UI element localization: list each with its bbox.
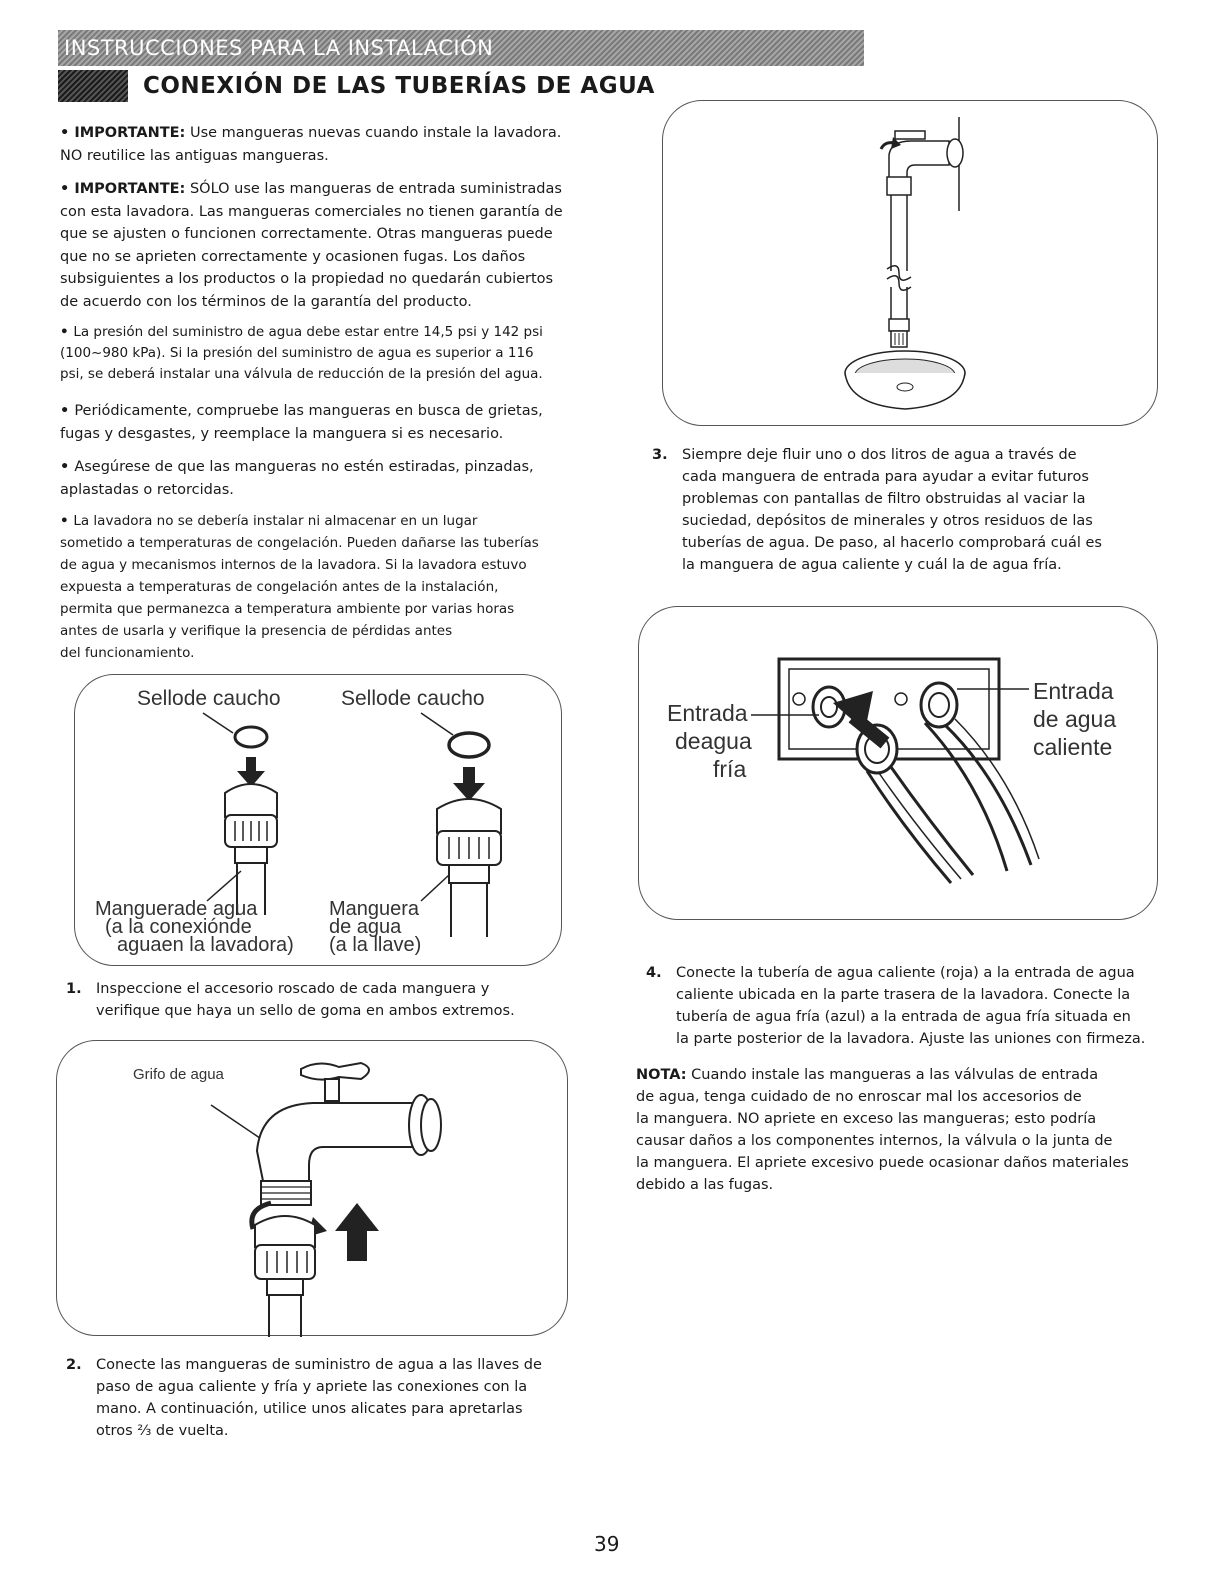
bullet-text: Use mangueras nuevas cuando instale la lavadora. NO reutilice las antiguas mangueras. (60, 125, 562, 164)
faucet-icon (257, 1103, 417, 1181)
flush-figure (662, 100, 1158, 426)
step-text: Conecte las mangueras de suministro de agua a las llaves de paso de agua caliente y fría y apriete las conexiones con la mano. A continuación, utilice unos alicates para apretarlas otros ⅔ de vuelta. (96, 1357, 542, 1439)
hose-label-left-line3: aguaen la lavadora) (117, 934, 294, 956)
step-text: Siempre deje fluir uno o dos litros de agua a través de cada manguera de entrada para ayudar a evitar futuros problemas con pantallas de filtro obstruidas al vaciar la suciedad, depósitos de minerales y otros residuos de las tuberías de agua. De paso, al hacerlo comprobará cuál es la manguera de agua caliente y cuál la de agua fría. (682, 447, 1102, 573)
heading-marker (58, 70, 128, 102)
hose-label-right-line1: Manguera (329, 898, 420, 920)
bullet-item: • La lavadora no se debería instalar ni almacenar en un lugar sometido a temperaturas de congelación. Pueden dañarse las tuberías de agua y mecanismos internos de la lavadora. Si la lavadora estuvo expuesta a temperaturas de congelación antes de la instalación, permita que permanezca a temperatura ambiente por varias horas antes de usarla y verifique la presencia de pérdidas antes del funcionamiento. (60, 513, 539, 661)
cold-label-line3: fría (713, 756, 747, 782)
step-2 (66, 1354, 586, 1442)
bullet-keyword: IMPORTANTE: (74, 181, 186, 197)
hose-label-left-line2: (a la conexiónde (105, 916, 252, 938)
bullet-text: Periódicamente, compruebe las mangueras en busca de grietas, fugas y desgastes, y reemplace la manguera si es necesario. (60, 403, 543, 442)
bullet-text: La lavadora no se debería instalar ni almacenar en un lugar sometido a temperaturas de congelación. Pueden dañarse las tuberías de agua y mecanismos internos de la lavadora. Si la lavadora estuvo expuesta a temperaturas de congelación antes de la instalación, permita que permanezca a temperatura ambiente por varias horas antes de usarla y verifique la presencia de pérdidas antes del funcionamiento. (60, 513, 539, 661)
hot-label-line1: Entrada (1033, 678, 1114, 704)
page-number: 39 (594, 1532, 620, 1556)
seal-label-right: Sellode caucho (341, 687, 485, 710)
step-number: 3. (652, 447, 668, 463)
step-text: Conecte la tubería de agua caliente (roja) a la entrada de agua caliente ubicada en la parte trasera de la lavadora. Conecte la tubería de agua fría (azul) a la entrada de agua fría situada en la parte posterior de la lavadora. Ajuste las uniones con firmeza. (676, 965, 1146, 1047)
hose-fitting-icon (255, 1245, 315, 1279)
step-3 (652, 444, 1172, 576)
bullet-item: • La presión del suministro de agua debe estar entre 14,5 psi y 142 psi (100~980 kPa). Si la presión del suministro de agua es superior a 116 psi, se deberá instalar una válvula de reducción de la presión del agua. (60, 324, 543, 382)
step-number: 4. (646, 965, 662, 981)
faucet-handle-icon (301, 1063, 369, 1080)
hose-label-right-line2: de agua (329, 916, 402, 938)
faucet-label: Grifo de agua (133, 1066, 224, 1083)
bullet-text: La presión del suministro de agua debe estar entre 14,5 psi y 142 psi (100~980 kPa). Si la presión del suministro de agua es superior a 116 psi, se deberá instalar una válvula de reducción de la presión del agua. (60, 324, 543, 382)
cold-label-line2: deagua (675, 728, 752, 754)
faucet-illustration (57, 1041, 569, 1337)
rubber-seal-icon (235, 727, 267, 747)
inlets-figure (638, 606, 1158, 920)
step-number: 2. (66, 1357, 82, 1373)
seal-figure (74, 674, 562, 966)
seal-label-left: Sellode caucho (137, 687, 281, 710)
step-number: 1. (66, 981, 82, 997)
rubber-seal-icon (449, 733, 489, 757)
inlets-illustration (639, 607, 1159, 921)
section-banner: INSTRUCCIONES PARA LA INSTALACIÓN (58, 30, 864, 66)
step-text: Inspeccione el accesorio roscado de cada manguera y verifique que haya un sello de goma en ambos extremos. (96, 981, 515, 1019)
page-title: CONEXIÓN DE LAS TUBERÍAS DE AGUA (143, 73, 655, 99)
cold-label-line1: Entrada (667, 700, 748, 726)
bullet-keyword: IMPORTANTE: (74, 125, 186, 141)
bullet-text: Asegúrese de que las mangueras no estén estiradas, pinzadas, aplastadas o retorcidas. (60, 459, 534, 498)
bullet-item: • Asegúrese de que las mangueras no estén estiradas, pinzadas, aplastadas o retorcidas. (60, 459, 534, 498)
bullet-item: • IMPORTANTE: Use mangueras nuevas cuando instale la lavadora. NO reutilice las antiguas mangueras. (60, 125, 562, 164)
bullet-item: • IMPORTANTE: SÓLO use las mangueras de entrada suministradas con esta lavadora. Las mangueras comerciales no tienen garantía de que se ajusten o funcionen correctamente. Otras mangueras puede que no se aprieten correctamente y ocasionen fugas. Los daños subsiguientes a los productos o la propiedad no quedarán cubiertos de acuerdo con los términos de la garantía del producto. (60, 181, 563, 310)
hot-label-line3: caliente (1033, 734, 1113, 760)
hose-label-left-line1: Manguerade agua (95, 898, 258, 920)
bullet-item: • Periódicamente, compruebe las mangueras en busca de grietas, fugas y desgastes, y reemplace la manguera si es necesario. (60, 403, 543, 442)
flush-illustration (663, 101, 1159, 427)
bullet-text: SÓLO use las mangueras de entrada suministradas con esta lavadora. Las mangueras comerciales no tienen garantía de que se ajusten o funcionen correctamente. Otras mangueras puede que no se aprieten correctamente y ocasionen fugas. Los daños subsiguientes a los productos o la propiedad no quedarán cubiertos de acuerdo con los términos de la garantía del producto. (60, 181, 563, 310)
hose-label-right-line3: (a la llave) (329, 934, 422, 956)
faucet-icon (889, 141, 949, 179)
step-4 (646, 962, 1166, 1050)
note-text: Cuando instale las mangueras a las válvulas de entrada de agua, tenga cuidado de no enroscar mal los accesorios de la manguera. NO apriete en exceso las mangueras; esto podría causar daños a los componentes internos, la válvula o la junta de la manguera. El apriete excesivo puede ocasionar daños materiales debido a las fugas. (636, 1067, 1129, 1193)
hot-label-line2: de agua (1033, 706, 1117, 732)
note-keyword: NOTA: (636, 1067, 687, 1083)
step-1 (66, 978, 586, 1022)
note-paragraph (636, 1064, 1156, 1196)
up-arrow-icon (335, 1203, 379, 1231)
seal-illustration (75, 675, 563, 967)
faucet-figure (56, 1040, 568, 1336)
